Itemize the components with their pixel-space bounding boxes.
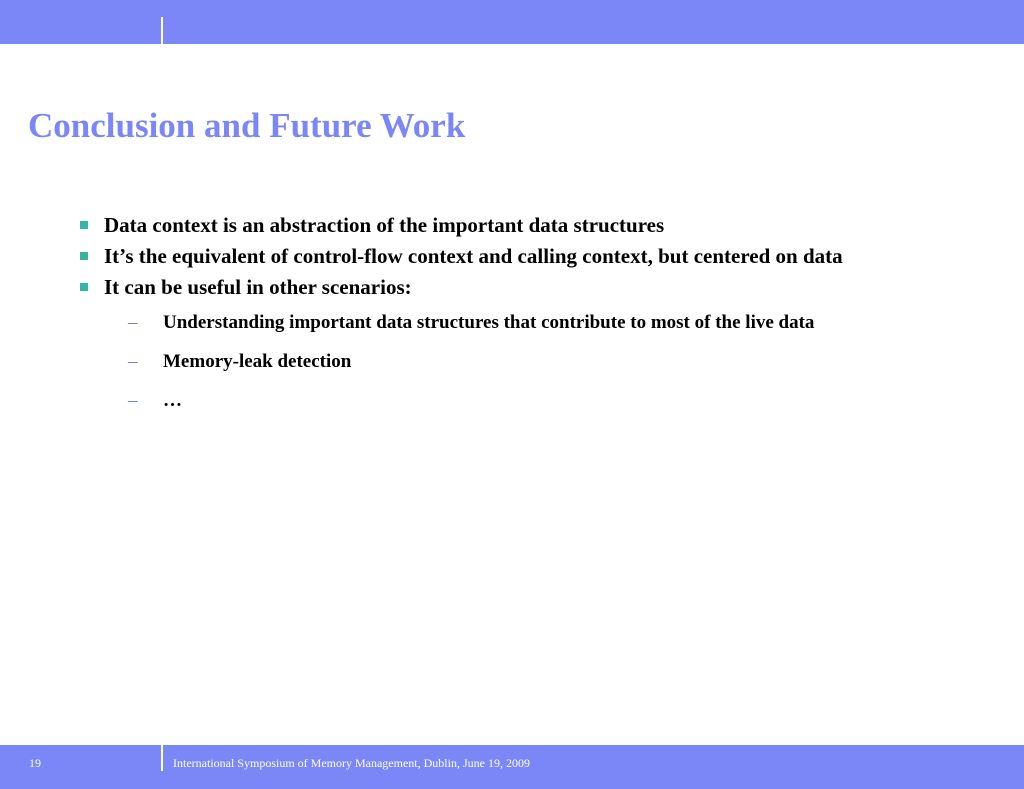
dash-bullet-icon: – xyxy=(128,351,138,372)
dash-bullet-icon: – xyxy=(128,390,138,411)
header-divider xyxy=(161,17,163,44)
bullet-item xyxy=(104,210,944,241)
footer-divider xyxy=(161,745,163,771)
bullet-list xyxy=(104,210,944,426)
footer-text: International Symposium of Memory Management, Dublin, June 19, 2009 xyxy=(173,756,530,770)
sub-bullet-text: … xyxy=(163,390,182,411)
square-bullet-icon xyxy=(80,221,88,229)
square-bullet-icon xyxy=(80,283,88,291)
sub-bullet-item xyxy=(128,309,923,337)
bullet-item xyxy=(104,241,944,272)
footer-bar xyxy=(0,745,1024,789)
sub-bullet-item xyxy=(128,387,923,415)
sub-bullet-list xyxy=(104,309,944,415)
sub-bullet-text: Memory-leak detection xyxy=(163,351,352,372)
sub-bullet-item xyxy=(128,348,923,376)
square-bullet-icon xyxy=(80,252,88,260)
bullet-text: It can be useful in other scenarios: xyxy=(104,275,412,299)
bullet-item xyxy=(104,272,944,415)
bullet-text: It’s the equivalent of control-flow context and calling context, but centered on data xyxy=(104,244,843,268)
sub-bullet-text: Understanding important data structures that contribute to most of the live data xyxy=(163,312,815,333)
header-bar xyxy=(0,0,1024,44)
slide-title: Conclusion and Future Work xyxy=(28,106,466,145)
bullet-text: Data context is an abstraction of the important data structures xyxy=(104,213,665,237)
dash-bullet-icon: – xyxy=(128,312,138,333)
page-number: 19 xyxy=(29,756,41,770)
